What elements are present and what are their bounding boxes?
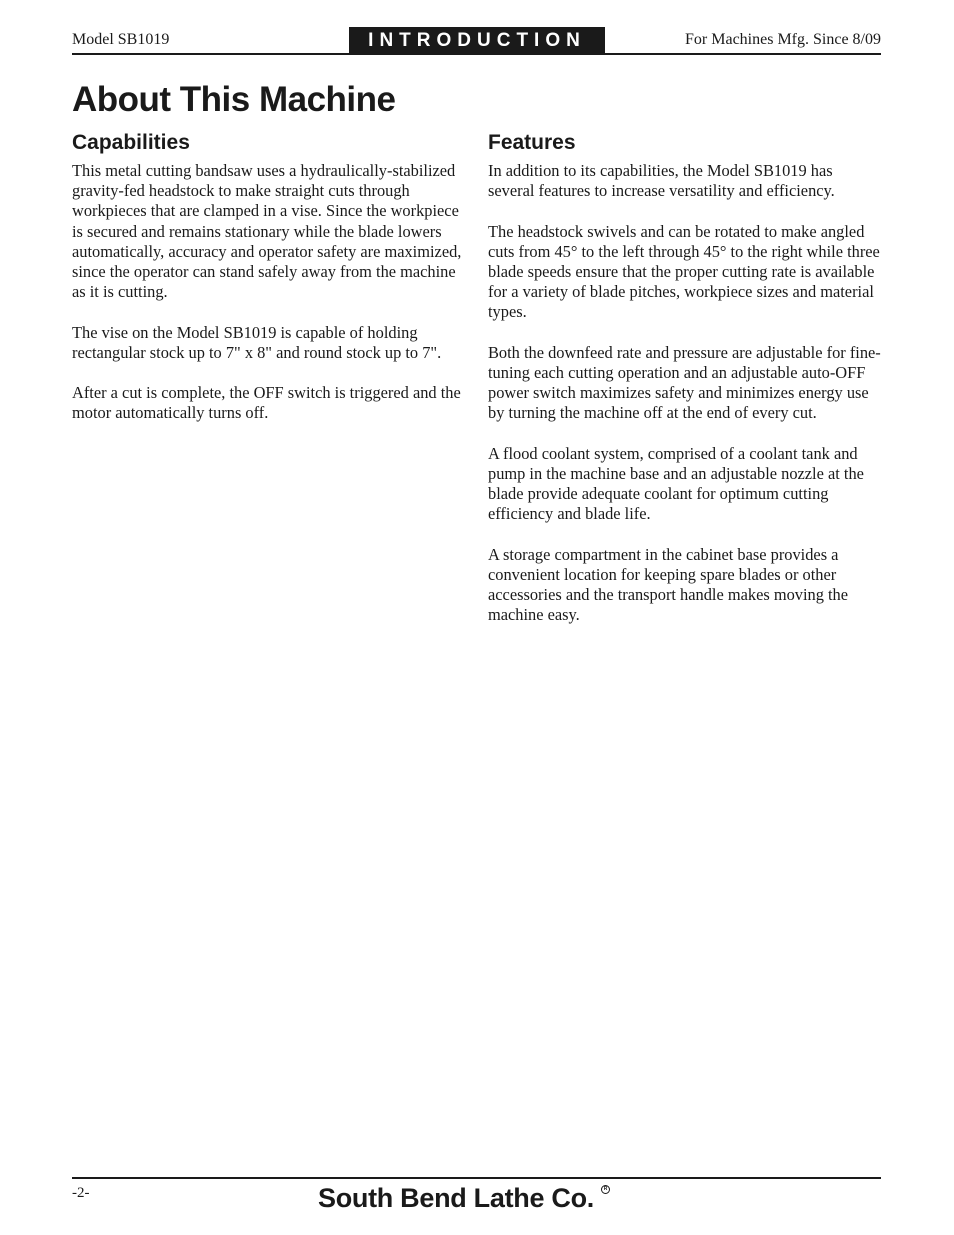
features-paragraph: The headstock swivels and can be rotated to make angled cuts from 45° to the left through 45° to the right while three blade speeds ensure that the proper cutting rate is available for a variety of blade pitches, workpiece sizes and material types. xyxy=(488,221,880,322)
registered-trademark-icon: R xyxy=(601,1185,610,1194)
page-header xyxy=(72,27,881,55)
manufacture-date-note: For Machines Mfg. Since 8/09 xyxy=(685,31,881,48)
capabilities-paragraph: The vise on the Model SB1019 is capable of holding rectangular stock up to 7" x 8" and round stock up to 7". xyxy=(72,322,442,362)
page-footer xyxy=(72,1177,881,1213)
section-title: INTRODUCTION xyxy=(349,27,605,53)
features-section xyxy=(488,130,882,646)
features-heading: Features xyxy=(488,131,576,154)
features-paragraph: A storage compartment in the cabinet base provides a convenient location for keeping spare blades or other accessories and the transport handle makes moving the machine easy. xyxy=(488,544,849,625)
page-title: About This Machine xyxy=(72,80,396,119)
features-paragraph: In addition to its capabilities, the Model SB1019 has several features to increase versatility and efficiency. xyxy=(488,161,835,201)
capabilities-heading: Capabilities xyxy=(72,131,190,154)
capabilities-paragraph: This metal cutting bandsaw uses a hydraulically-stabilized gravity-fed headstock to make straight cuts through workpieces that are clamped in a vise. Since the workpiece is secured and remains stationary while the blade lowers automatically, accuracy and operator safety are maximized, since the operator can stand safely away from the machine as it is cutting. xyxy=(72,161,462,302)
model-number: Model SB1019 xyxy=(72,31,170,48)
capabilities-paragraph: After a cut is complete, the OFF switch is triggered and the motor automatically turns off. xyxy=(72,383,461,423)
page-number: -2- xyxy=(72,1185,90,1201)
features-paragraph: Both the downfeed rate and pressure are adjustable for fine-tuning each cutting operation and an adjustable auto-OFF power switch maximizes safety and minimizes energy use by turning the machine off at the end of every cut. xyxy=(488,342,881,423)
features-paragraph: A flood coolant system, comprised of a coolant tank and pump in the machine base and an adjustable nozzle at the blade provide adequate coolant for optimum cutting efficiency and blade life. xyxy=(488,443,864,524)
brand-logo: South Bend Lathe Co. xyxy=(318,1183,594,1213)
capabilities-section xyxy=(72,130,466,444)
